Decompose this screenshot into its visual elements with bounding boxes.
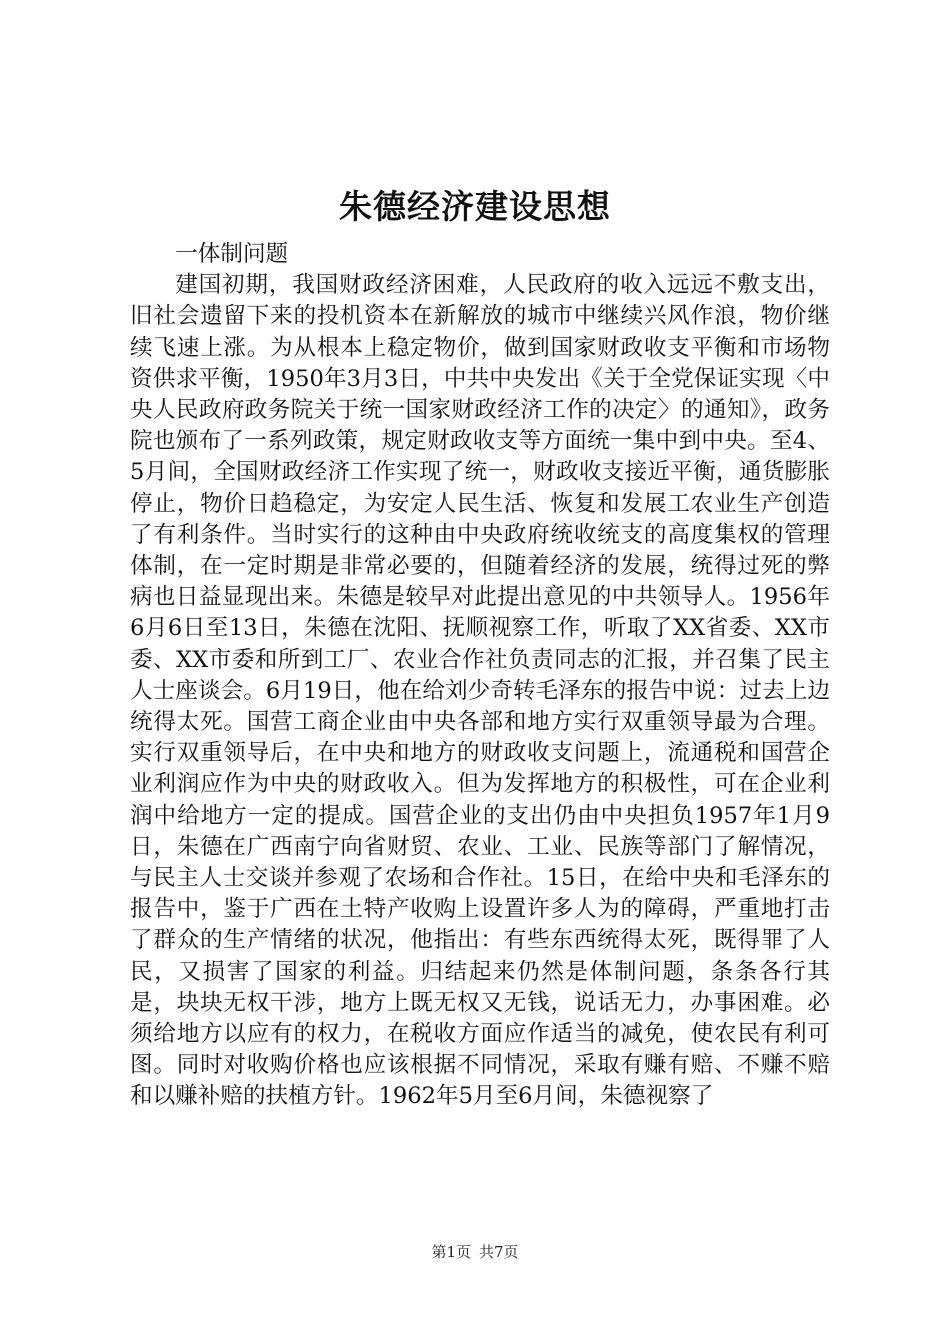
document-title: 朱德经济建设思想 xyxy=(339,187,611,226)
page-footer xyxy=(0,1242,950,1262)
page-total: 共7页 xyxy=(479,1243,519,1261)
section-heading: 一体制问题 xyxy=(175,241,289,267)
page-number: 第1页 xyxy=(431,1243,471,1261)
document-body xyxy=(130,239,830,1113)
body-paragraph: 建国初期，我国财政经济困难，人民政府的收入远远不敷支出，旧社会遗留下来的投机资本在新解放的城市中继续兴风作浪，物价继续飞速上涨。为从根本上稳定物价，做到国家财政收支平衡和市场物资供求平衡，1950年3月3日，中共中央发出《关于全党保证实现〈中央人民政府政务院关于统一国家财政经济工作的决定〉的通知》，政务院也颁布了一系列政策，规定财政收支等方面统一集中到中央。至4、5月间，全国财政经济工作实现了统一，财政收支接近平衡，通货膨胀停止，物价日趋稳定，为安定人民生活、恢复和发展工农业生产创造了有利条件。当时实行的这种由中央政府统收统支的高度集权的管理体制，在一定时期是非常必要的，但随着经济的发展，统得过死的弊病也日益显现出来。朱德是较早对此提出意见的中共领导人。1956年6月6日至13日，朱德在沈阳、抚顺视察工作，听取了XX省委、XX市委、XX市委和所到工厂、农业合作社负责同志的汇报，并召集了民主人士座谈会。6月19日，他在给刘少奇转毛泽东的报告中说：过去上边统得太死。国营工商企业由中央各部和地方实行双重领导最为合理。实行双重领导后，在中央和地方的财政收支问题上，流通税和国营企业利润应作为中央的财政收入。但为发挥地方的积极性，可在企业利润中给地方一定的提成。国营企业的支出仍由中央担负1957年1月9日，朱德在广西南宁向省财贸、农业、工业、民族等部门了解情况，与民主人士交谈并参观了农场和合作社。15日，在给中央和毛泽东的报告中，鉴于广西在土特产收购上设置许多人为的障碍，严重地打击了群众的生产情绪的状况，他指出：有些东西统得太死，既得罪了人民，又损害了国家的利益。归结起来仍然是体制问题，条条各行其是，块块无权干涉，地方上既无权又无钱，说话无力，办事困难。必须给地方以应有的权力，在税收方面应作适当的减免，使农民有利可图。同时对收购价格也应该根据不同情况，采取有赚有赔、不赚不赔和以赚补赔的扶植方针。1962年5月至6月间，朱德视察了 xyxy=(130,272,830,1110)
